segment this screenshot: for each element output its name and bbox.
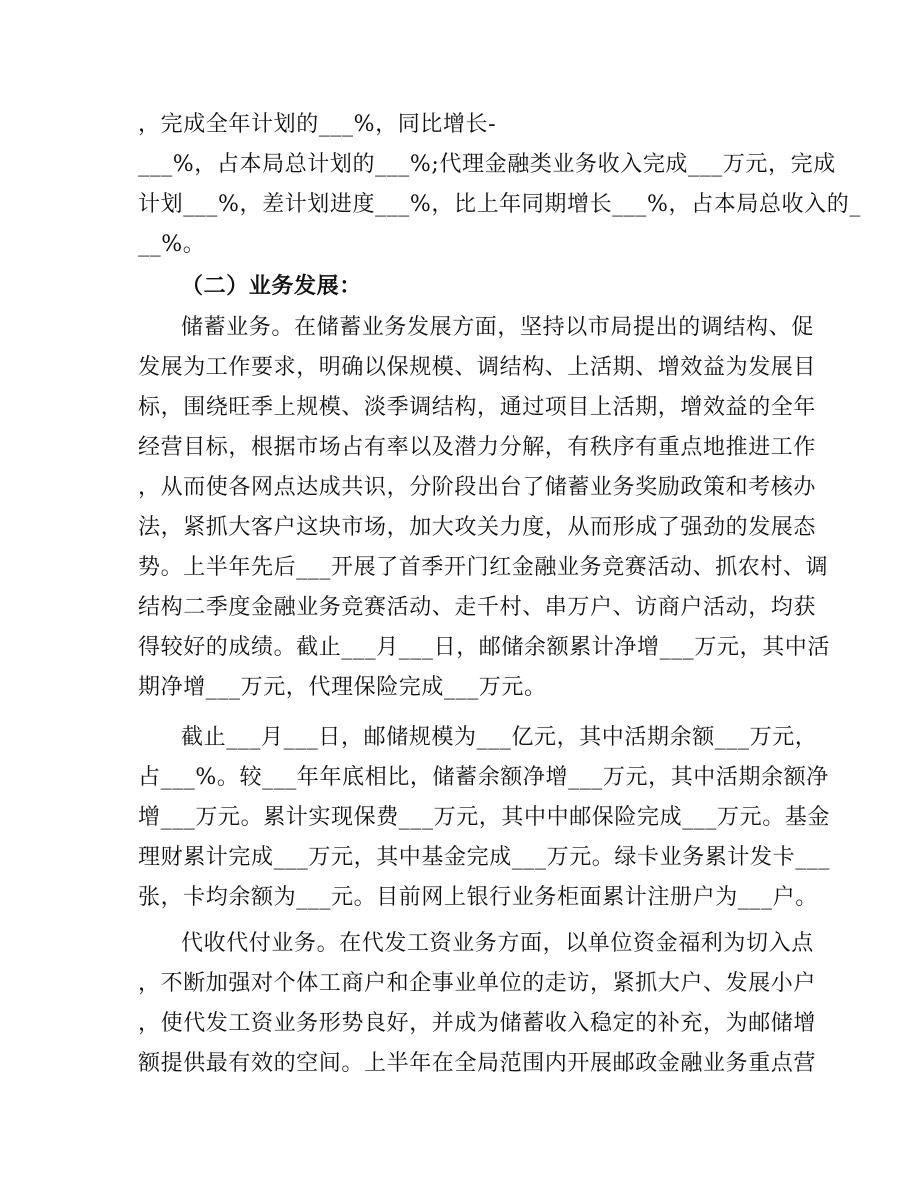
- text-line: 势。上半年先后___开展了首季开门红金融业务竞赛活动、抓农村、调: [138, 555, 829, 580]
- paragraph-first-line: 截止___月___日，邮储规模为___亿元，其中活期余额___万元，: [181, 725, 818, 750]
- text-line: 占___%。较___年年底相比，储蓄余额净增___万元，其中活期余额净: [138, 765, 829, 790]
- text-line: 张，卡均余额为___元。目前网上银行业务柜面累计注册户为___户。: [138, 885, 818, 910]
- paragraph-first-line: 储蓄业务。在储蓄业务发展方面，坚持以市局提出的调结构、促: [181, 315, 814, 340]
- text-line: ，不断加强对个体工商户和企事业单位的走访，紧抓大户、发展小户: [138, 971, 817, 996]
- text-line: 得较好的成绩。截止___月___日，邮储余额累计净增___万元，其中活: [138, 635, 831, 660]
- text-line: ，使代发工资业务形势良好，并成为储蓄收入稳定的补充，为邮储增: [138, 1011, 817, 1036]
- text-line: 法，紧抓大客户这块市场，加大攻关力度，从而形成了强劲的发展态: [138, 515, 817, 540]
- text-line: 理财累计完成___万元，其中基金完成___万元。绿卡业务累计发卡___: [138, 845, 831, 870]
- text-line: 结构二季度金融业务竞赛活动、走千村、串万户、访商户活动，均获: [138, 595, 817, 620]
- section-heading: （二）业务发展：: [181, 273, 362, 299]
- text-line: 期净增___万元，代理保险完成___万元。: [138, 675, 547, 700]
- text-line: ___%，占本局总计划的___%;代理金融类业务收入完成___万元，完成: [138, 152, 836, 177]
- text-line: 标，围绕旺季上规模、淡季调结构，通过项目上活期，增效益的全年: [138, 395, 817, 420]
- text-line: __%。: [138, 232, 206, 257]
- text-line: ，从而使各网点达成共识，分阶段出台了储蓄业务奖励政策和考核办: [138, 475, 817, 500]
- text-line: ，完成全年计划的___%，同比增长-: [138, 112, 497, 137]
- text-line: 额提供最有效的空间。上半年在全局范围内开展邮政金融业务重点营: [138, 1051, 817, 1076]
- text-line: 增___万元。累计实现保费___万元，其中中邮保险完成___万元。基金: [138, 805, 831, 830]
- text-line: 计划___%，差计划进度___%，比上年同期增长___%，占本局总收入的_: [138, 192, 861, 217]
- text-line: 发展为工作要求，明确以保规模、调结构、上活期、增效益为发展目: [138, 355, 817, 380]
- paragraph-first-line: 代收代付业务。在代发工资业务方面，以单位资金福利为切入点: [181, 931, 814, 956]
- text-line: 经营目标，根据市场占有率以及潜力分解，有秩序有重点地推进工作: [138, 435, 817, 460]
